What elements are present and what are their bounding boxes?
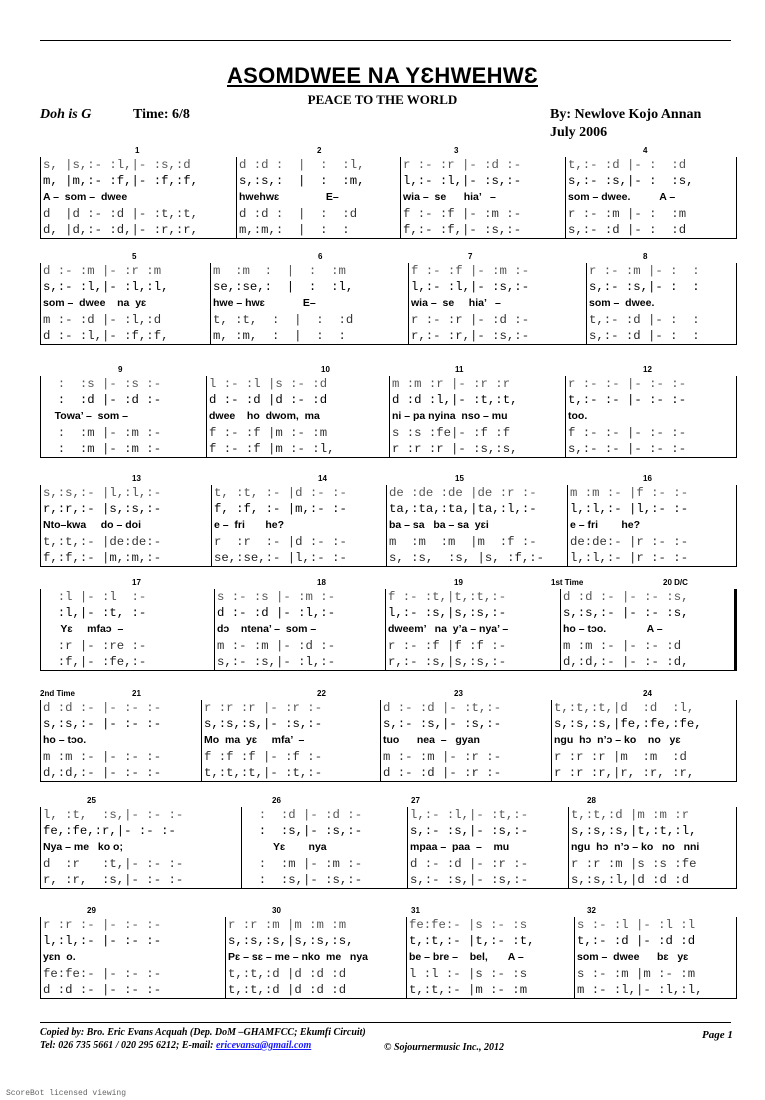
measure-number: 18 [317, 578, 326, 587]
alto-line: s,:- :l,|- :l,:l, [43, 280, 169, 295]
bass-line: r, :r, :s,|- :- :- [43, 872, 184, 887]
bass-line: d :- :l,|- :f,:f, [43, 328, 169, 343]
alto-line: f, :f, :- |m,:- :- [214, 502, 347, 517]
measure-number: 13 [132, 474, 141, 483]
alto-line: d :d :l,|- :t,:t, [392, 393, 518, 408]
soprano-line: de :de :de |de :r :- [389, 486, 537, 500]
measure-number: 7 [468, 252, 473, 261]
tenor-line: f :- :f |- :m :- [403, 206, 522, 221]
lyrics-line: Mo ma yɛ mfa’ – [204, 734, 305, 747]
alto-line: t,:- :- |- :- :- [568, 393, 687, 408]
song-subtitle: PEACE TO THE WORLD [307, 92, 458, 107]
tenor-line: r :- :f |f :f :- [388, 638, 507, 653]
soprano-line: fe:fe:- |s :- :s [409, 918, 528, 932]
bass-line: f,:- :f,|- :s,:- [403, 222, 522, 237]
lyrics-line: wia – se hia’ – [411, 297, 501, 310]
alto-line: : :s,|- :s,:- [244, 824, 363, 839]
contact-email[interactable]: ericevansa@gmail.com [216, 1040, 312, 1051]
measure-number: 1 [135, 146, 140, 155]
soprano-line: l,:- :l,|- :t,:- [410, 808, 529, 822]
lyrics-line: ho – tɔo. [43, 734, 87, 747]
measure [212, 485, 387, 566]
measure-number: 31 [411, 906, 420, 915]
measure-number: 5 [132, 252, 137, 261]
alto-line: l,:l,:- |l,:- :- [570, 502, 689, 517]
bass-line: f,:f,:- |m,:m,:- [43, 550, 162, 565]
tenor-line: :r |- :re :- [43, 638, 147, 653]
measure [587, 263, 741, 344]
tenor-line: t,:t,:d |d :d :d [228, 966, 347, 981]
score-system [40, 252, 737, 345]
measure [242, 807, 408, 888]
bass-line: t,:t,:d |d :d :d [228, 982, 347, 997]
bass-line: r :r :r,|r, :r, :r, [554, 765, 695, 780]
measure [381, 700, 552, 781]
tenor-line: r :- :m |- : :m [568, 206, 687, 221]
tenor-line: f :- :f |m :- :m [209, 425, 328, 440]
soprano-line: t,:t,:d |m :m :r [571, 808, 690, 822]
measure [41, 700, 202, 781]
alto-line: m, |m,:- :f,|- :f,:f, [43, 174, 198, 189]
bass-line: m, :m, : | : : [213, 328, 346, 343]
lyrics-line: hwehwɛ E– [239, 191, 339, 204]
alto-line: d :- :d |d :- :d [209, 393, 328, 408]
tenor-line: : :m |- :m :- [43, 425, 162, 440]
lyrics-line: som – dwee. [589, 297, 655, 310]
alto-line: s,:s,:- |- :- :s, [563, 606, 689, 621]
measure-number: 21 [132, 689, 141, 698]
tenor-line: t, :t, : | : :d [213, 312, 354, 327]
measure [41, 157, 237, 238]
measure [409, 263, 587, 344]
bass-line: d :d :- |- :- :- [43, 982, 162, 997]
alto-line: l,:- :l,|- :s,:- [411, 280, 530, 295]
alto-line: s,:s,:s,|- :s,:- [204, 717, 323, 732]
tenor-line: d |d :- :d |- :t,:t, [43, 206, 198, 221]
alto-line: s,:s,:s,|fe,:fe,:fe, [554, 717, 702, 732]
measure-number: 28 [587, 796, 596, 805]
soprano-line: s,:s,:- |l,:l,:- [43, 486, 162, 500]
measure [566, 157, 741, 238]
measure-number: 10 [321, 365, 330, 374]
alto-line: t,:- :d |- :d :d [577, 934, 696, 949]
alto-line: s,:s,:s,|t,:t,:l, [571, 824, 697, 839]
soprano-line: r :r :- |- :- :- [43, 918, 162, 932]
tenor-line: m :m :- |- :- :d [563, 638, 682, 653]
soprano-line: m :m : | : :m [213, 264, 346, 278]
alto-line: l,:l,:- |- :- :- [43, 934, 162, 949]
measure-number: 29 [87, 906, 96, 915]
measure [387, 485, 568, 566]
tenor-line: m :m :- |- :- :- [43, 749, 162, 764]
measure [390, 376, 566, 457]
lyrics-line: dwee ho dwom, ma [209, 410, 320, 423]
measure-number: 27 [411, 796, 420, 805]
tenor-line: m :- :d |- :l,:d [43, 312, 162, 327]
soprano-line: t, :t, :- |d :- :- [214, 486, 347, 500]
measure-number: 6 [318, 252, 323, 261]
measure-number: 12 [643, 365, 652, 374]
measure-number: 30 [272, 906, 281, 915]
measure [215, 589, 386, 670]
soprano-line: m :m :r |- :r :r [392, 377, 511, 391]
bass-line: s,:- :- |- :- :- [568, 441, 687, 456]
soprano-line: f :- :t,|t,:t,:- [388, 590, 507, 604]
measure-number: 3 [454, 146, 459, 155]
bass-line: s,:- :d |- : : [589, 328, 700, 343]
measure-numbers [40, 906, 737, 917]
time-signature: Time: 6/8 [133, 107, 190, 122]
lyrics-line: A – som – dwee [43, 191, 128, 204]
alto-line: : :d |- :d :- [43, 393, 162, 408]
bass-line: s,:- :s,|- :s,:- [410, 872, 529, 887]
alto-line: s,:s,:s,|s,:s,:s, [228, 934, 354, 949]
measure [211, 263, 409, 344]
soprano-line: r :r :r |- :r :- [204, 701, 323, 715]
lyrics-line: e – fri he? [570, 519, 641, 532]
top-rule [40, 40, 731, 41]
lyrics-line: dɔ ntena’ – som – [217, 623, 317, 636]
watermark: ScoreBot licensed viewing [6, 1089, 127, 1098]
measure-number: 9 [118, 365, 123, 374]
measure [552, 700, 741, 781]
measure-numbers [40, 474, 737, 485]
lyrics-line: Towa’ – som – [43, 410, 128, 423]
soprano-line: r :- :- |- :- :- [568, 377, 687, 391]
bass-line: r :r :r |- :s,:s, [392, 441, 518, 456]
soprano-line: d :d :- |- :- :- [43, 701, 162, 715]
alto-line: s,:- :s,|- : :s, [568, 174, 694, 189]
measure-number: 20 D/C [663, 578, 688, 587]
tenor-line: d :r :t,|- :- :- [43, 856, 184, 871]
measure-number: 2 [317, 146, 322, 155]
tenor-line: m :- :m |- :r :- [383, 749, 502, 764]
measure-number: 14 [318, 474, 327, 483]
tenor-line: d :d : | : :d [239, 206, 358, 221]
page-number: Page 1 [702, 1029, 733, 1041]
bass-line: l,:l,:- |r :- :- [570, 550, 689, 565]
measure [202, 700, 381, 781]
soprano-line: : :d |- :d :- [244, 808, 363, 822]
measure-number: 2nd Time [40, 689, 75, 698]
alto-line: r,:r,:- |s,:s,:- [43, 502, 162, 517]
measure-numbers [40, 146, 737, 157]
tenor-line: r :- :r |- :d :- [411, 312, 530, 327]
soprano-line: r :r :m |m :m :m [228, 918, 347, 932]
alto-line: ta,:ta,:ta,|ta,:l,:- [389, 502, 537, 517]
song-title: ASOMDWEE NA YƐHWEHWƐ [226, 63, 538, 88]
tenor-line: d :- :d |- :r :- [410, 856, 529, 871]
tenor-line: m :m :m |m :f :- [389, 534, 537, 549]
tenor-line: de:de:- |r :- :- [570, 534, 689, 549]
measure-number: 16 [643, 474, 652, 483]
measure-number: 17 [132, 578, 141, 587]
bass-line: m :- :l,|- :l,:l, [577, 982, 703, 997]
measure [561, 589, 741, 670]
measure-number: 24 [643, 689, 652, 698]
bass-line: f :- :f |m :- :l, [209, 441, 335, 456]
measure-number: 25 [87, 796, 96, 805]
score-system [40, 689, 737, 782]
lyrics-line: tuo nea – gyan [383, 734, 480, 747]
bass-line: t,:t,:t,|- :t,:- [204, 765, 323, 780]
measure [41, 376, 207, 457]
composer: By: Newlove Kojo Annan [550, 107, 702, 122]
tenor-line: t,:- :d |- : : [589, 312, 700, 327]
copied-by: Copied by: Bro. Eric Evans Acquah (Dep. DoM –GHAMFCC; Ekumfi Circuit) [40, 1027, 366, 1038]
score-system [40, 146, 737, 239]
score-system [40, 474, 737, 567]
measure-number: 4 [643, 146, 648, 155]
tenor-line: r :r :m |s :s :fe [571, 856, 697, 871]
lyrics-line: som – dwee. A – [568, 191, 676, 204]
measure-numbers [40, 578, 737, 589]
lyrics-line: be – bre – bel, A – [409, 951, 524, 964]
measure [575, 917, 741, 998]
bass-line: d,:d,:- |- :- :d, [563, 654, 689, 669]
lyrics-line: Yɛ mfaɔ – [43, 623, 124, 636]
alto-line: se,:se,: | : :l, [213, 280, 354, 295]
measure [41, 263, 211, 344]
bass-line: : :m |- :m :- [43, 441, 162, 456]
lyrics-line: Yɛ nya [244, 841, 327, 854]
bass-line: se,:se,:- |l,:- :- [214, 550, 347, 565]
soprano-line: s :- :s |- :m :- [217, 590, 336, 604]
contact-phone: Tel: 026 735 5661 / 020 295 6212; E-mail: [40, 1040, 217, 1051]
soprano-line: s, |s,:- :l,|- :s,:d [43, 158, 191, 172]
measure [41, 807, 242, 888]
bass-line: s,:s,:l,|d :d :d [571, 872, 690, 887]
lyrics-line: wia – se hia’ – [403, 191, 496, 204]
alto-line: s,:s,: | : :m, [239, 174, 365, 189]
soprano-line: f :- :f |- :m :- [411, 264, 530, 278]
soprano-line: r :- :r |- :d :- [403, 158, 522, 172]
measure [41, 917, 226, 998]
measure [207, 376, 390, 457]
lyrics-line: Nya – me ko o; [43, 841, 123, 854]
bass-line: s, :s, :s, |s, :f,:- [389, 550, 544, 565]
tenor-line: r :r :r |m :m :d [554, 749, 687, 764]
lyrics-line: ngu hɔ n’ɔ – ko no nni [571, 841, 700, 854]
measure-number: 8 [643, 252, 648, 261]
soprano-line: d :- :d |- :t,:- [383, 701, 502, 715]
tenor-line: fe:fe:- |- :- :- [43, 966, 162, 981]
measure [566, 376, 741, 457]
tenor-line: s :- :m |m :- :m [577, 966, 696, 981]
measure-number: 19 [454, 578, 463, 587]
measure-numbers [40, 689, 737, 700]
alto-line: s,:- :s,|- : : [589, 280, 700, 295]
staff [40, 485, 737, 567]
measure-number: 26 [272, 796, 281, 805]
bass-line: t,:t,:- |m :- :m [409, 982, 528, 997]
alto-line: :l,|- :t, :- [43, 606, 147, 621]
measure [41, 485, 212, 566]
soprano-line: t,:t,:t,|d :d :l, [554, 701, 695, 715]
score-system [40, 906, 737, 999]
staff [40, 589, 737, 671]
alto-line: l,:- :s,|s,:s,:- [388, 606, 507, 621]
score-system [40, 365, 737, 458]
measure-number: 22 [317, 689, 326, 698]
soprano-line: d :d :- |- :- :s, [563, 590, 689, 604]
staff [40, 917, 737, 999]
composition-date: July 2006 [550, 125, 608, 140]
soprano-line: t,:- :d |- : :d [568, 158, 687, 172]
staff [40, 263, 737, 345]
bass-line: : :s,|- :s,:- [244, 872, 363, 887]
lyrics-line: ni – pa nyina nso – mu [392, 410, 508, 423]
alto-line: s,:s,:- |- :- :- [43, 717, 162, 732]
copyright: © Sojournermusic Inc., 2012 [384, 1042, 504, 1053]
alto-line: s,:- :s,|- :s,:- [383, 717, 502, 732]
contact-line [40, 1040, 311, 1051]
measure [41, 589, 215, 670]
measure-numbers [40, 252, 737, 263]
score-system [40, 578, 737, 671]
soprano-line: l :- :l |s :- :d [209, 377, 328, 391]
measure [408, 807, 569, 888]
soprano-line: s :- :l |- :l :l [577, 918, 696, 932]
bass-line: m,:m,: | : : [239, 222, 350, 237]
lyrics-line: e – fri he? [214, 519, 285, 532]
measure-numbers [40, 796, 737, 807]
alto-line: fe,:fe,:r,|- :- :- [43, 824, 176, 839]
alto-line: l,:- :l,|- :s,:- [403, 174, 522, 189]
lyrics-line: Pɛ – sɛ – me – nko me nya [228, 951, 369, 964]
measure-numbers [40, 365, 737, 376]
lyrics-line: Nto–kwa do – doi [43, 519, 142, 532]
tenor-line: l :l :- |s :- :s [409, 966, 528, 981]
alto-line: s,:- :s,|- :s,:- [410, 824, 529, 839]
tenor-line: m :- :m |- :d :- [217, 638, 336, 653]
bass-line: d, |d,:- :d,|- :r,:r, [43, 222, 198, 237]
measure-number: 23 [454, 689, 463, 698]
lyrics-line: hwe – hwɛ E– [213, 297, 316, 310]
staff [40, 157, 737, 239]
staff [40, 807, 737, 889]
tenor-line: s :s :fe|- :f :f [392, 425, 511, 440]
bass-line: r,:- :s,|s,:s,:- [388, 654, 507, 669]
lyrics-line: ngu hɔ n’ɔ – ko no yɛ [554, 734, 681, 747]
bass-line: :f,|- :fe,:- [43, 654, 147, 669]
key-signature: Doh is G [40, 107, 92, 122]
soprano-line: l, :t, :s,|- :- :- [43, 808, 184, 822]
tenor-line: t,:t,:- |de:de:- [43, 534, 162, 549]
soprano-line: :l |- :l :- [43, 590, 147, 604]
staff [40, 376, 737, 458]
measure [407, 917, 575, 998]
soprano-line: r :- :m |- : : [589, 264, 700, 278]
tenor-line: : :m |- :m :- [244, 856, 363, 871]
bass-line: d,:d,:- |- :- :- [43, 765, 162, 780]
measure-number: 15 [455, 474, 464, 483]
bass-line: d :- :d |- :r :- [383, 765, 502, 780]
measure [401, 157, 566, 238]
alto-line: t,:t,:- |t,:- :t, [409, 934, 535, 949]
lyrics-line: ba – sa ba – sa yɛi [389, 519, 489, 532]
score-system [40, 796, 737, 889]
lyrics-line: yɛn o. [43, 951, 76, 964]
staff [40, 700, 737, 782]
lyrics-line: som – dwee na yɛ [43, 297, 147, 310]
footer-rule [40, 1022, 731, 1023]
measure [569, 807, 741, 888]
lyrics-line: som – dwee bɛ yɛ [577, 951, 689, 964]
soprano-line: : :s |- :s :- [43, 377, 162, 391]
measure [226, 917, 407, 998]
lyrics-line: dweem’ na y’a – nya’ – [388, 623, 509, 636]
tenor-line: f :f :f |- :f :- [204, 749, 323, 764]
lyrics-line: too. [568, 410, 588, 423]
tenor-line: r :r :- |d :- :- [214, 534, 347, 549]
measure-number: 32 [587, 906, 596, 915]
measure [386, 589, 561, 670]
bass-line: r,:- :r,|- :s,:- [411, 328, 530, 343]
soprano-line: d :d : | : :l, [239, 158, 365, 172]
bass-line: s,:- :s,|- :l,:- [217, 654, 336, 669]
tenor-line: f :- :- |- :- :- [568, 425, 687, 440]
measure [568, 485, 741, 566]
bass-line: s,:- :d |- : :d [568, 222, 687, 237]
lyrics-line: ho – tɔo. A – [563, 623, 663, 636]
lyrics-line: mpaa – paa – mu [410, 841, 510, 854]
soprano-line: d :- :m |- :r :m [43, 264, 162, 278]
measure-number: 1st Time [551, 578, 584, 587]
measure [237, 157, 401, 238]
soprano-line: m :m :- |f :- :- [570, 486, 689, 500]
alto-line: d :- :d |- :l,:- [217, 606, 336, 621]
measure-number: 11 [455, 365, 464, 374]
